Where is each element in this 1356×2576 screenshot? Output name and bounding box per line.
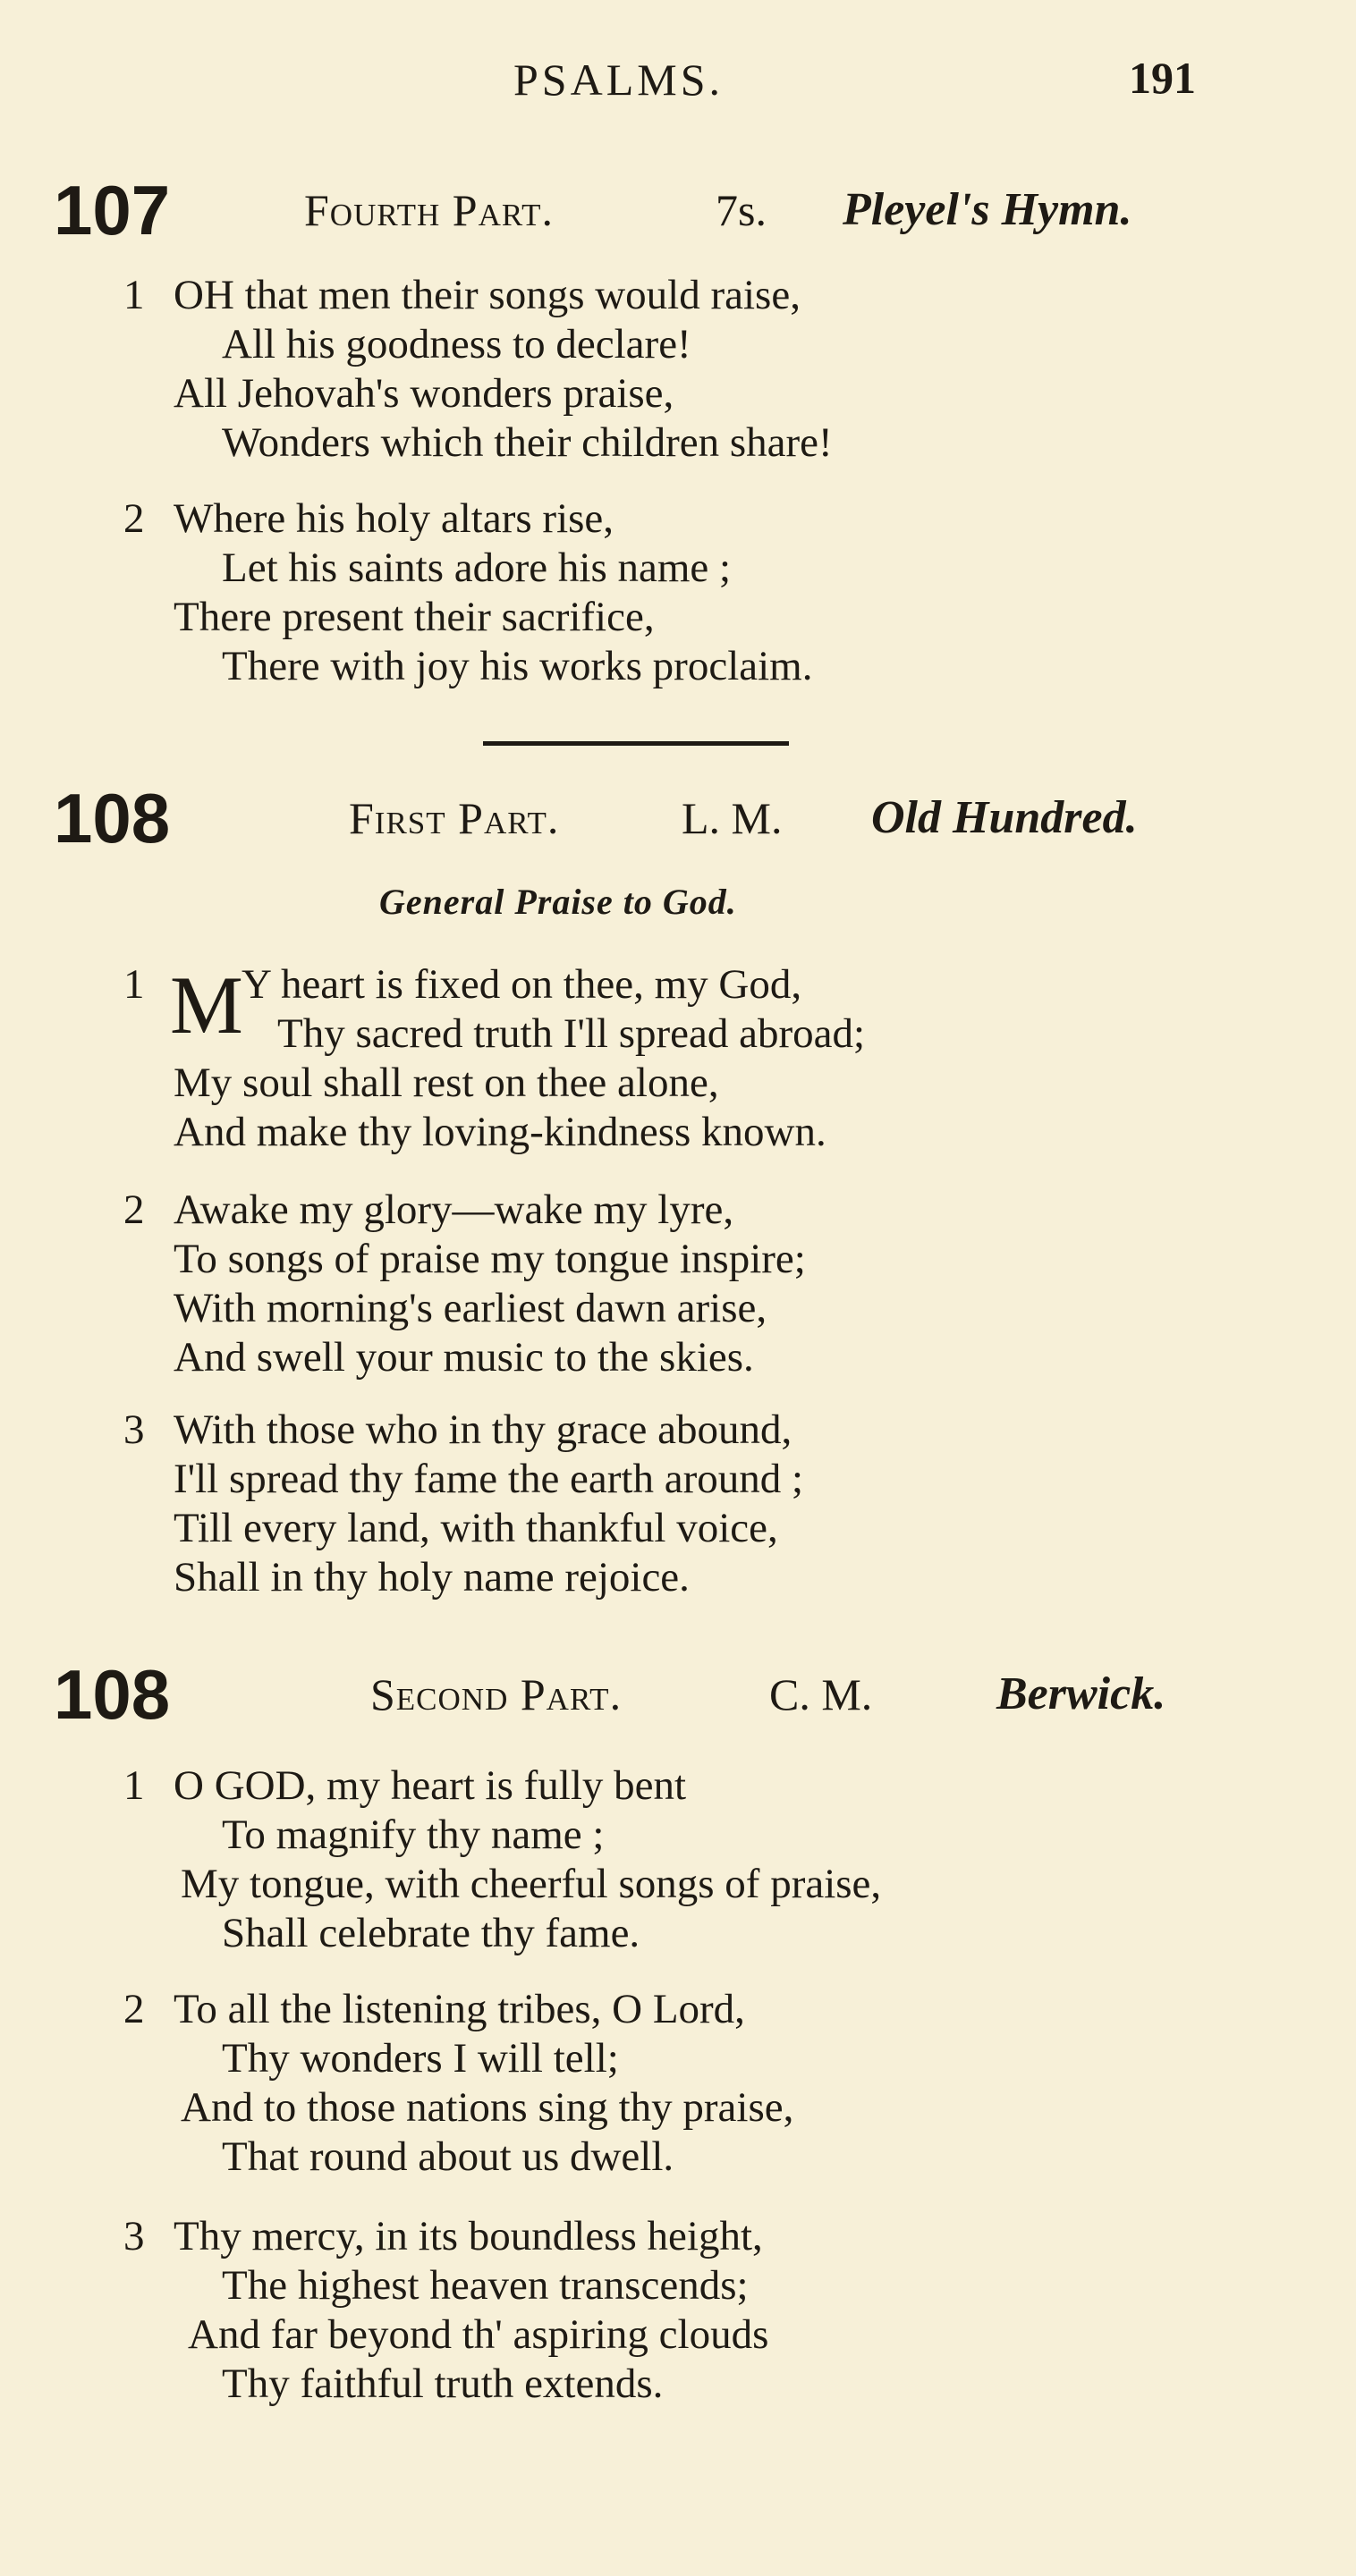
verse-line <box>0 1909 1356 1958</box>
verse-line <box>0 2034 1356 2083</box>
verse-line <box>0 1761 1356 1811</box>
verse-text: There present their sacrifice, <box>174 594 655 640</box>
stanza-number: 3 <box>123 2213 145 2259</box>
verse-text: Thy sacred truth I'll spread abroad; <box>277 1010 866 1057</box>
verse-text: Thy mercy, in its boundless height, <box>174 2213 763 2259</box>
verse-text: With those who in thy grace abound, <box>174 1406 792 1453</box>
section-divider <box>483 741 789 746</box>
verse-line <box>0 1811 1356 1860</box>
verse-text: All his goodness to declare! <box>222 321 691 367</box>
stanza-number: 2 <box>123 1187 145 1233</box>
hymn-part: First Part. <box>349 793 560 843</box>
verse-line <box>0 1235 1356 1284</box>
verse-text: My soul shall rest on thee alone, <box>174 1060 719 1106</box>
stanza-number: 1 <box>123 961 145 1008</box>
verse-text: To songs of praise my tongue inspire; <box>174 1236 806 1282</box>
stanza <box>0 960 1356 1157</box>
verse-text: Awake my glory—wake my lyre, <box>174 1187 734 1233</box>
verse-text: And to those nations sing thy praise, <box>181 2084 794 2131</box>
hymn-heading <box>0 1654 1356 1735</box>
hymn-108-first-part <box>0 778 1356 858</box>
verse-text: All Jehovah's wonders praise, <box>174 370 674 417</box>
hymn-subtitle: General Praise to God. <box>379 882 737 922</box>
verse-line <box>0 544 1356 593</box>
verse-line <box>0 642 1356 691</box>
hymn-number: 107 <box>54 171 171 249</box>
verse-text: And far beyond th' aspiring clouds <box>188 2311 769 2358</box>
verse-text: Wonders which their children share! <box>222 419 833 466</box>
verse-line <box>0 418 1356 468</box>
hymn-number: 108 <box>54 779 171 857</box>
verse-line <box>0 1985 1356 2034</box>
stanza <box>0 1761 1356 1958</box>
verse-line <box>0 369 1356 418</box>
verse-line <box>0 1333 1356 1382</box>
verse-text: Shall in thy holy name rejoice. <box>174 1554 690 1600</box>
verse-text: And swell your music to the skies. <box>174 1334 754 1381</box>
running-head <box>0 46 1356 109</box>
verse-line <box>0 2133 1356 2182</box>
verse-line <box>0 1108 1356 1157</box>
verse-line <box>0 2360 1356 2409</box>
verse-text: Thy wonders I will tell; <box>222 2035 619 2082</box>
stanza <box>0 494 1356 691</box>
drop-cap: M <box>170 959 243 1051</box>
verse-line <box>0 1406 1356 1455</box>
hymn-number: 108 <box>54 1655 171 1734</box>
verse-text: My tongue, with cheerful songs of praise, <box>181 1861 882 1907</box>
verse-line <box>0 2212 1356 2261</box>
verse-text: Till every land, with thankful voice, <box>174 1505 778 1551</box>
verse-text: Shall celebrate thy fame. <box>222 1910 640 1956</box>
verse-line <box>0 1504 1356 1553</box>
verse-text: There with joy his works proclaim. <box>222 643 813 689</box>
verse-text: That round about us dwell. <box>222 2133 674 2180</box>
verse-line <box>0 271 1356 320</box>
verse-line <box>0 1186 1356 1235</box>
verse-text: The highest heaven transcends; <box>222 2262 749 2309</box>
hymn-107-fourth-part <box>0 170 1356 250</box>
verse-text: To all the listening tribes, O Lord, <box>174 1986 745 2032</box>
verse-text: OH that men their songs would raise, <box>174 272 801 318</box>
stanza-number: 3 <box>123 1406 145 1453</box>
verse-line <box>0 1553 1356 1602</box>
hymn-heading <box>0 170 1356 250</box>
stanza-number: 1 <box>123 1762 145 1809</box>
hymn-meter: C. M. <box>769 1669 873 1719</box>
hymn-meter: L. M. <box>682 793 783 843</box>
verse-text: Where his holy altars rise, <box>174 495 614 542</box>
page-number: 191 <box>1129 53 1196 103</box>
hymn-heading <box>0 778 1356 858</box>
hymn-part: Second Part. <box>370 1669 623 1719</box>
verse-text: With morning's earliest dawn arise, <box>174 1285 767 1331</box>
hymn-part: Fourth Part. <box>304 185 554 235</box>
hymn-108-second-part <box>0 1654 1356 1735</box>
verse-line <box>0 2310 1356 2360</box>
verse-line <box>0 1009 1356 1059</box>
verse-line <box>0 2083 1356 2133</box>
hymn-tune: Pleyel's Hymn. <box>843 184 1132 235</box>
hymn-meter: 7s. <box>716 185 767 235</box>
stanza-number: 2 <box>123 1986 145 2032</box>
stanza <box>0 1186 1356 1382</box>
verse-line <box>0 1455 1356 1504</box>
running-title: PSALMS. <box>513 55 725 105</box>
hymn-tune: Old Hundred. <box>871 792 1138 843</box>
verse-text: To magnify thy name ; <box>222 1812 605 1858</box>
verse-text: Thy faithful truth extends. <box>222 2361 664 2407</box>
verse-line <box>0 320 1356 369</box>
verse-line <box>0 593 1356 642</box>
stanza <box>0 1406 1356 1602</box>
stanza-number: 2 <box>123 495 145 542</box>
hymn-tune: Berwick. <box>996 1668 1166 1719</box>
verse-text: O GOD, my heart is fully bent <box>174 1762 687 1809</box>
verse-line <box>0 1284 1356 1333</box>
stanza <box>0 271 1356 468</box>
verse-text: Let his saints adore his name ; <box>222 545 732 591</box>
verse-text: Y heart is fixed on thee, my God, <box>242 961 802 1008</box>
verse-line <box>0 1860 1356 1909</box>
verse-line <box>0 1059 1356 1108</box>
stanza-number: 1 <box>123 272 145 318</box>
verse-text: And make thy loving-kindness known. <box>174 1109 826 1155</box>
verse-line <box>0 2261 1356 2310</box>
verse-text: I'll spread thy fame the earth around ; <box>174 1456 804 1502</box>
stanza <box>0 1985 1356 2182</box>
verse-line <box>0 494 1356 544</box>
stanza <box>0 2212 1356 2409</box>
